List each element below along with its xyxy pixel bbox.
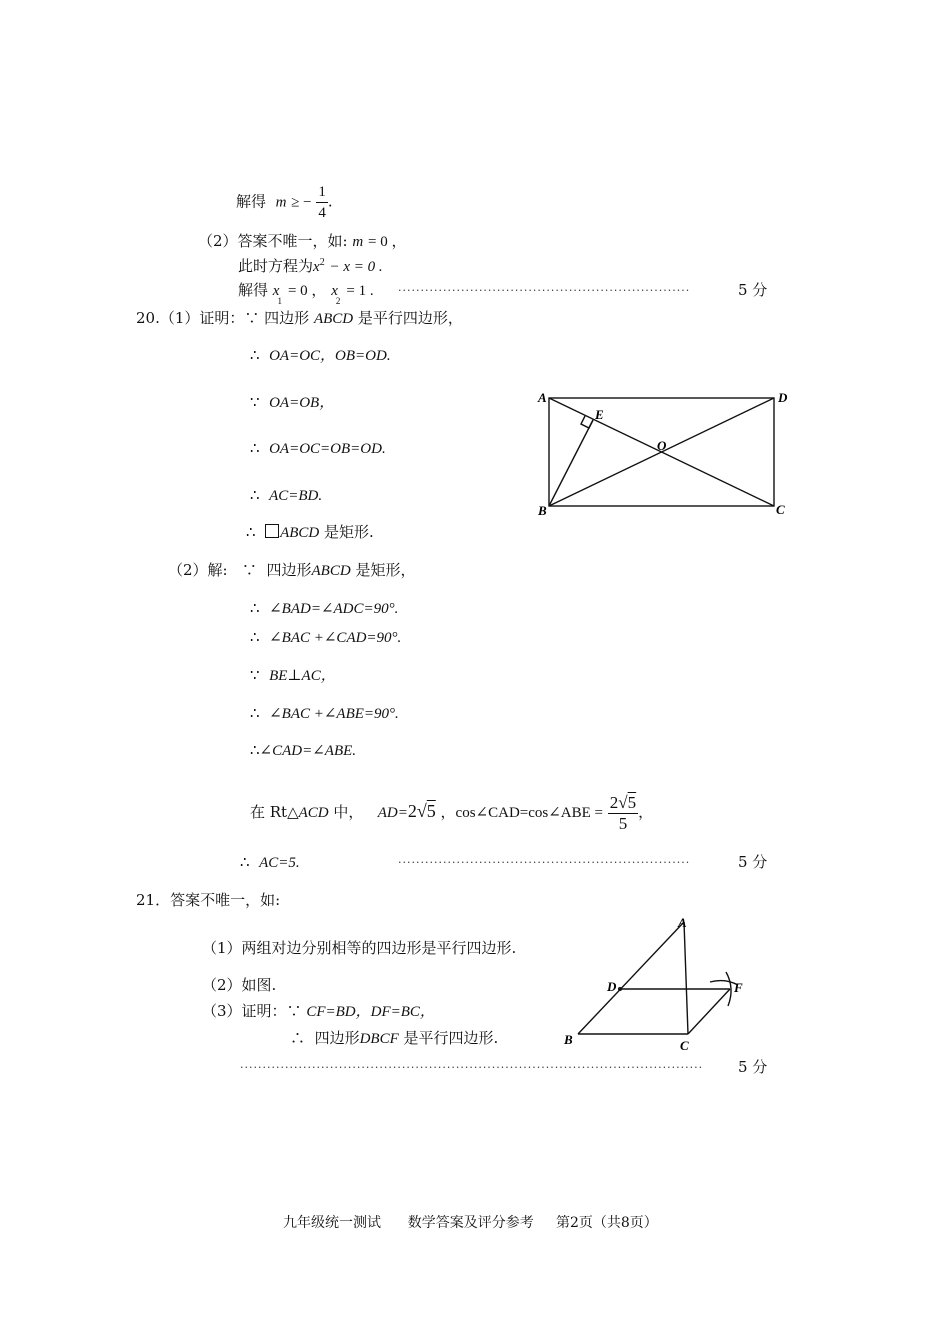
label-b: B xyxy=(538,503,547,518)
q19-part2-line: （2）答案不唯一，如: m = 0 ， xyxy=(198,232,407,250)
label-d: D xyxy=(778,390,788,405)
label-a: A xyxy=(538,390,547,405)
footer-subject: 数学答案及评分参考 xyxy=(407,1215,534,1231)
label-c: C xyxy=(776,502,785,517)
label-e: E xyxy=(595,407,604,422)
label-o: O xyxy=(657,438,667,453)
q20-step-1: ∴ ∠BAD=∠ADC=90°. xyxy=(250,599,399,617)
q20-rt-line: 在 Rt△ACD 中， AD=2√5 ，cos∠CAD=cos∠ABE = $\frac{2√5}{5}$ ， xyxy=(250,792,654,833)
q21-part3: （3）证明：∵ CF=BD，DF=BC， xyxy=(202,1002,435,1020)
q21-score-leader: ······································································································· xyxy=(240,1061,704,1074)
q19-equation-line: 此时方程为$x^2 - x = 0$ . xyxy=(238,257,383,275)
q20-line-5: ∴ ABCD 是矩形. xyxy=(246,523,374,541)
label-b: B xyxy=(564,1032,573,1047)
q19-score: 5 分 xyxy=(738,281,768,299)
q19-score-leader: ································································· xyxy=(398,284,691,297)
point-d xyxy=(618,987,622,991)
label-a: A xyxy=(678,915,687,930)
q20-heading: 20.（1）证明：∵ 四边形 ABCD 是平行四边形， xyxy=(136,309,463,327)
footer-page: 第2页（共8页） xyxy=(555,1215,658,1231)
q21-score: 5 分 xyxy=(738,1058,768,1076)
q20-step-5: ∴∠CAD=∠ABE. xyxy=(250,741,357,759)
q20-step-3: ∵ BE⊥AC， xyxy=(250,666,336,684)
rectangle-abcd-figure xyxy=(530,385,800,520)
q21-part1: （1）两组对边分别相等的四边形是平行四边形. xyxy=(202,939,517,957)
fraction-two-root-five-over-five: $\frac{2√5}{5}$ xyxy=(609,792,637,833)
page-footer xyxy=(283,1213,658,1233)
q20-step-4: ∴ ∠BAC +∠ABE=90°. xyxy=(250,704,399,722)
q21-part2: （2）如图. xyxy=(202,976,277,994)
segment-ab xyxy=(578,922,684,1034)
q20-ac-line: ∴ AC=5. xyxy=(240,853,300,871)
q20-line-2: ∵ OA=OB， xyxy=(250,393,335,411)
q20-step-2: ∴ ∠BAC +∠CAD=90°. xyxy=(250,628,402,646)
segment-ac xyxy=(684,922,688,1034)
segment-cf xyxy=(688,989,730,1034)
label-d: D xyxy=(607,979,617,994)
q20-line-1: ∴ OA=OC，OB=OD. xyxy=(250,346,391,364)
q19-solve-line: 解得 m ≥ − $\frac{1}{4}$ . xyxy=(236,184,333,221)
q19-roots-line: 解得 $x_1= 0$ ， $x_2= 1$ . xyxy=(238,281,374,306)
footer-grade: 九年级统一测试 xyxy=(283,1215,381,1231)
q20-part2-heading: （2）解: ∵ 四边形ABCD 是矩形， xyxy=(168,561,416,579)
q21-heading: 21．答案不唯一，如: xyxy=(136,891,281,909)
q20-score: 5 分 xyxy=(738,853,768,871)
fraction-one-quarter: $\frac{1}{4}$ xyxy=(318,184,326,221)
parallelogram-symbol xyxy=(265,524,279,538)
q20-line-4: ∴ AC=BD. xyxy=(250,486,323,504)
q20-line-3: ∴ OA=OC=OB=OD. xyxy=(250,439,386,457)
label-c: C xyxy=(680,1038,689,1053)
label-f: F xyxy=(734,980,743,995)
sqrt-sign: √ xyxy=(416,801,427,821)
segment-be xyxy=(549,420,593,506)
q21-part3-conclusion: ∴ 四边形DBCF 是平行四边形. xyxy=(290,1029,499,1047)
parallelogram-dbcf-figure xyxy=(560,910,760,1060)
q20-score-leader: ································································· xyxy=(398,856,691,869)
